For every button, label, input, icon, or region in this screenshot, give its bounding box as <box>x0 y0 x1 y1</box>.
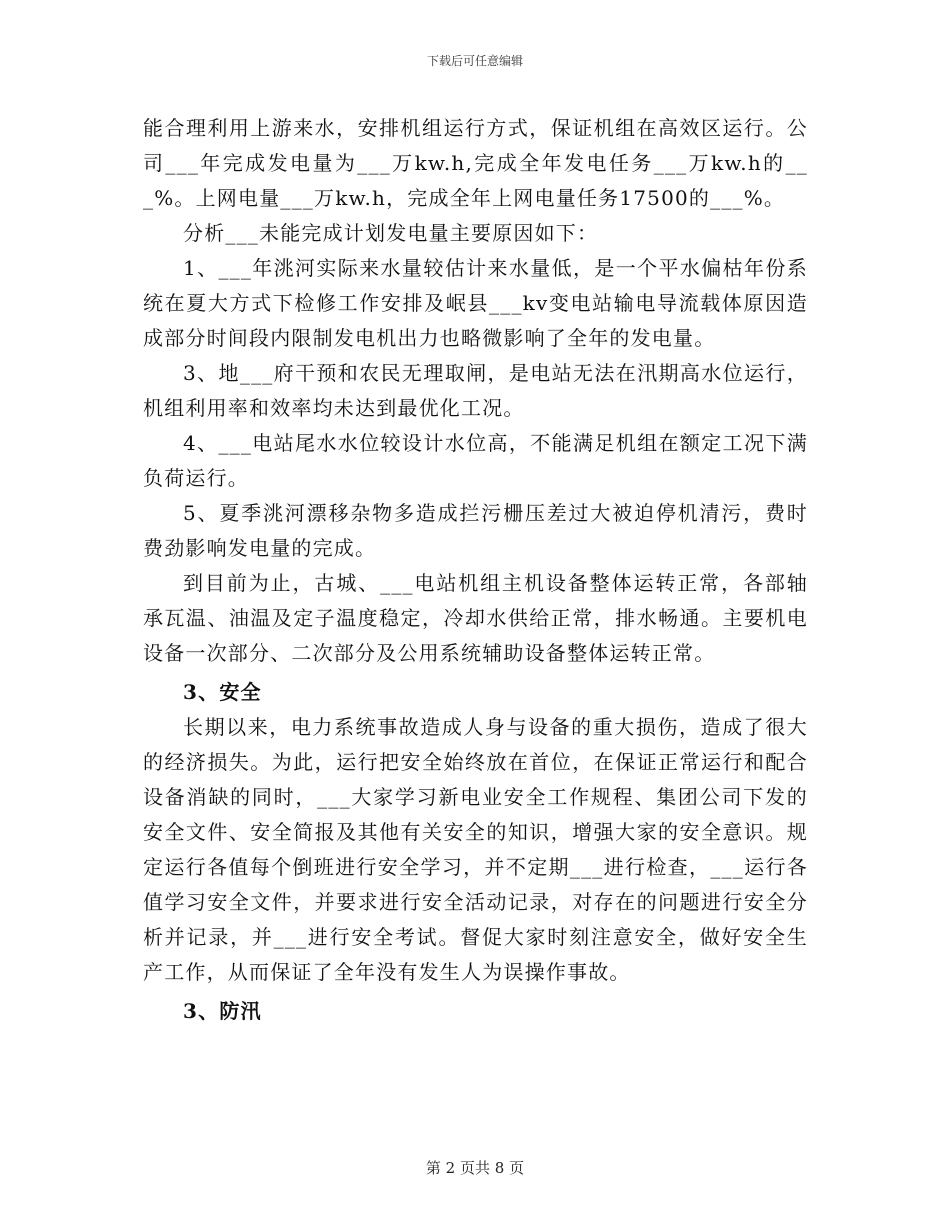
page-footer: 第 2 页共 8 页 <box>425 1159 525 1177</box>
paragraph: 1、___年洮河实际来水量较估计来水量低，是一个平水偏枯年份系统在夏大方式下检修工作安排及岷县___kv变电站输电导流载体原因造成部分时间段内限制发电机出力也略微影响了全年的发电量。 <box>143 256 808 350</box>
section-heading-safety: 3、安全 <box>183 680 262 704</box>
paragraph: 4、___电站尾水水位较设计水位高，不能满足机组在额定工况下满负荷运行。 <box>143 431 808 490</box>
paragraph: 分析___未能完成计划发电量主要原因如下： <box>183 221 599 245</box>
paragraph: 5、夏季洮河漂移杂物多造成拦污栅压差过大被迫停机清污，费时费劲影响发电量的完成。 <box>143 501 808 560</box>
paragraph: 到目前为止，古城、___电站机组主机设备整体运转正常，各部轴承瓦温、油温及定子温度稳定，冷却水供给正常，排水畅通。主要机电设备一次部分、二次部分及公用系统辅助设备整体运转正常。 <box>143 571 808 665</box>
paragraph: 3、地___府干预和农民无理取闸，是电站无法在汛期高水位运行，机组利用率和效率均未达到最优化工况。 <box>143 361 808 420</box>
paragraph: 长期以来，电力系统事故造成人身与设备的重大损伤，造成了很大的经济损失。为此，运行把安全始终放在首位，在保证正常运行和配合设备消缺的同时，___大家学习新电业安全工作规程、集团公司下发的安全文件、安全简报及其他有关安全的知识，增强大家的安全意识。规定运行各值每个倒班进行安全学习，并不定期___进行检查，___运行各值学习安全文件，并要求进行安全活动记录，对存在的问题进行安全分析并记录，并___进行安全考试。督促大家时刻注意安全，做好安全生产工作，从而保证了全年没有发生人为误操作事故。 <box>143 715 808 984</box>
page-header: 下载后可任意编辑 <box>426 54 523 68</box>
section-heading-flood-control: 3、防汛 <box>183 999 262 1023</box>
paragraph: 能合理利用上游来水，安排机组运行方式，保证机组在高效区运行。公司___年完成发电量为___万kw.h,完成全年发电任务___万kw.h的___%。上网电量___万kw.h，完成全年上网电量任务17500的___%。 <box>143 116 808 210</box>
document-body <box>143 111 808 1029</box>
